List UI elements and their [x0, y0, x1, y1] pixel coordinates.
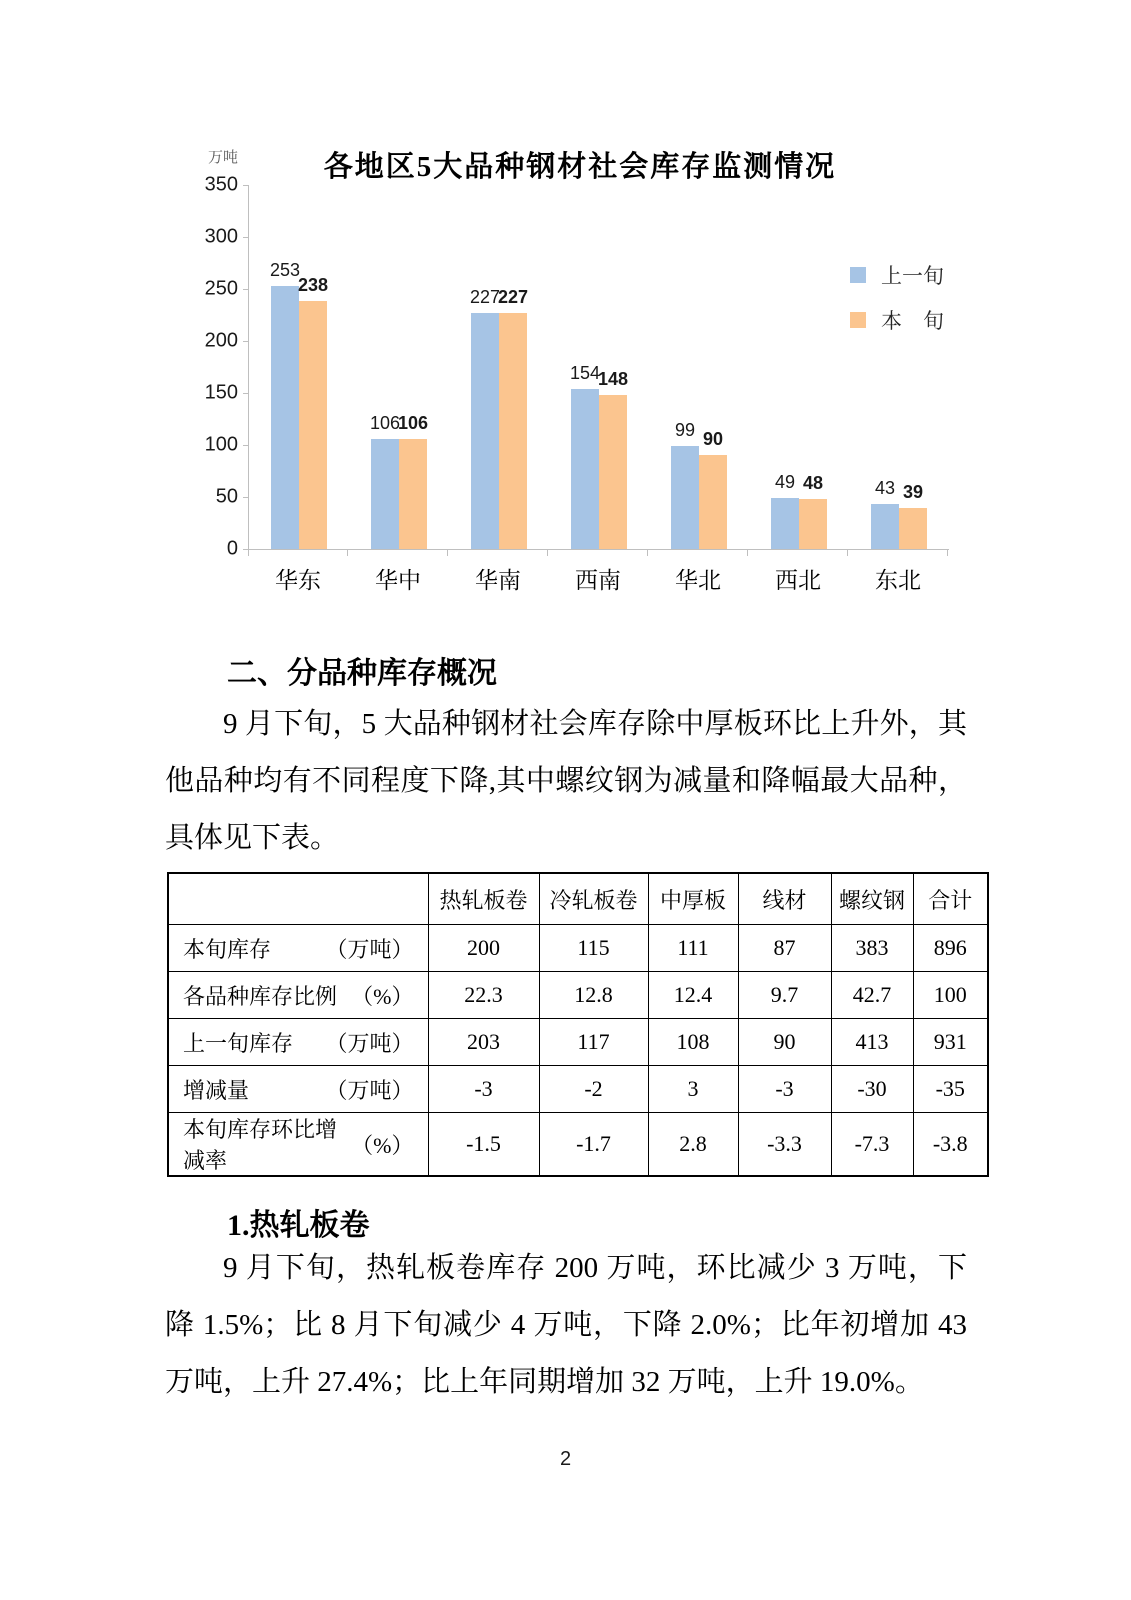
bar-column: [571, 185, 599, 549]
chart-plot: [248, 185, 949, 550]
row-label-cell: [168, 1113, 428, 1177]
bar-value-label: 238: [297, 275, 329, 296]
y-axis-tick-mark: [243, 185, 249, 186]
value-cell: -1.5: [428, 1113, 539, 1177]
bar: [671, 446, 699, 549]
table-row: [168, 972, 988, 1019]
y-tick-label: 100: [204, 433, 238, 456]
value-cell: 383: [831, 925, 913, 972]
row-label-wrap: [169, 933, 428, 964]
bar-value-label: 49: [774, 472, 796, 493]
bar-slot: [249, 185, 349, 549]
value-cell: 117: [539, 1019, 648, 1066]
legend-item: [850, 305, 944, 335]
value-cell: -7.3: [831, 1113, 913, 1177]
row-label-cell: [168, 1066, 428, 1113]
legend-swatch: [850, 267, 866, 283]
bar-value-label: 43: [874, 478, 896, 499]
category-label: 华中: [375, 568, 421, 593]
x-axis-tick-cell: [848, 550, 948, 556]
value-cell: 22.3: [428, 972, 539, 1019]
value-cell: 42.7: [831, 972, 913, 1019]
bar: [471, 313, 499, 549]
bar-value-label: 227: [469, 286, 501, 307]
table-header-cell: 螺纹钢: [831, 873, 913, 925]
legend-item: [850, 260, 944, 290]
bar-value-label: 253: [269, 259, 301, 280]
y-axis-tick-mark: [243, 445, 249, 446]
x-axis-category-row: [248, 562, 948, 595]
bar-value-label: 39: [902, 482, 924, 503]
value-cell: 203: [428, 1019, 539, 1066]
table-header-cell: 中厚板: [648, 873, 738, 925]
row-label: 本旬库存: [183, 936, 272, 962]
category-label: 华南: [475, 568, 521, 593]
table-row: [168, 1019, 988, 1066]
row-unit: （万吨）: [325, 1030, 414, 1056]
y-tick-label: 50: [215, 485, 238, 508]
table-row: [168, 925, 988, 972]
value-cell: 100: [913, 972, 988, 1019]
bar: [799, 499, 827, 549]
x-axis-tick-cell: [348, 550, 448, 556]
bar-column: [671, 185, 699, 549]
bar: [499, 313, 527, 549]
bar: [899, 508, 927, 549]
row-label-wrap: [169, 980, 428, 1011]
table-header-row: [168, 873, 988, 925]
category-label: 华东: [275, 568, 321, 593]
y-tick-label: 350: [204, 173, 238, 196]
bar-value-label: 154: [569, 362, 601, 383]
value-cell: -35: [913, 1066, 988, 1113]
value-cell: 12.4: [648, 972, 738, 1019]
value-cell: 200: [428, 925, 539, 972]
bar-value-label: 106: [397, 412, 429, 433]
x-axis-tick-cell: [548, 550, 648, 556]
row-unit: （万吨）: [325, 1077, 414, 1103]
bar: [871, 504, 899, 549]
bar-slot: [849, 185, 949, 549]
section-heading-overview: 二、分品种库存概况: [227, 657, 497, 690]
bar-value-label: 48: [802, 473, 824, 494]
chart-legend: [850, 260, 944, 350]
y-axis-tick-mark: [243, 237, 249, 238]
bar-column: [299, 185, 327, 549]
row-label-cell: [168, 972, 428, 1019]
value-cell: 115: [539, 925, 648, 972]
bar-column: [799, 185, 827, 549]
bar-value-label: 99: [674, 420, 696, 441]
chart-title: 各地区5大品种钢材社会库存监测情况: [323, 151, 837, 183]
row-label-wrap: [169, 1113, 428, 1175]
bar: [599, 395, 627, 549]
row-label: 增减量: [183, 1077, 250, 1103]
category-label: 西南: [575, 568, 621, 593]
bar-column: [771, 185, 799, 549]
row-unit: （%）: [351, 1132, 414, 1158]
legend-label: 上一旬: [881, 264, 944, 288]
legend-label: 本 旬: [881, 309, 944, 333]
row-label-cell: [168, 1019, 428, 1066]
table-header-cell: 合计: [913, 873, 988, 925]
hot-rolled-paragraph: 9 月下旬，热轧板卷库存 200 万吨，环比减少 3 万吨，下降 1.5%；比 8 月下旬减少 4 万吨，下降 2.0%；比年初增加 43 万吨，上升 27.4%；比上年同期增加 32 万吨，上升 19.0%。: [165, 1252, 967, 1398]
row-unit: （%）: [351, 983, 414, 1009]
y-axis-tick-mark: [243, 341, 249, 342]
value-cell: -3.8: [913, 1113, 988, 1177]
bar-value-label: 90: [702, 429, 724, 450]
value-cell: 413: [831, 1019, 913, 1066]
table-header-cell: [168, 873, 428, 925]
x-axis-tick-row: [248, 550, 948, 556]
value-cell: -3.3: [738, 1113, 831, 1177]
category-label: 东北: [875, 568, 921, 593]
bar-slot: [449, 185, 549, 549]
value-cell: -1.7: [539, 1113, 648, 1177]
overview-paragraph: 9 月下旬，5 大品种钢材社会库存除中厚板环比上升外，其他品种均有不同程度下降,其中螺纹钢为减量和降幅最大品种，具体见下表。: [165, 708, 967, 854]
table-row: [168, 1066, 988, 1113]
row-label-cell: [168, 925, 428, 972]
bar: [771, 498, 799, 549]
bar-value-label: 148: [597, 369, 629, 390]
row-label: 本旬库存环比增减率: [183, 1117, 338, 1173]
value-cell: 896: [913, 925, 988, 972]
bar: [371, 439, 399, 549]
y-axis-tick-mark: [243, 393, 249, 394]
bar-slot: [649, 185, 749, 549]
row-label: 上一旬库存: [183, 1030, 294, 1056]
x-axis-tick-cell: [248, 550, 348, 556]
value-cell: -3: [428, 1066, 539, 1113]
page-number: 2: [559, 1448, 572, 1470]
value-cell: -2: [539, 1066, 648, 1113]
bar-value-label: 106: [369, 412, 401, 433]
value-cell: 3: [648, 1066, 738, 1113]
row-label: 各品种库存比例: [183, 983, 338, 1009]
value-cell: 12.8: [539, 972, 648, 1019]
value-cell: 111: [648, 925, 738, 972]
table-header-cell: 热轧板卷: [428, 873, 539, 925]
bar-column: [871, 185, 899, 549]
bar-column: [399, 185, 427, 549]
y-tick-label: 0: [226, 537, 238, 560]
section-heading-hot-rolled: 1.热轧板卷: [227, 1209, 370, 1242]
bar: [399, 439, 427, 549]
value-cell: 90: [738, 1019, 831, 1066]
value-cell: 87: [738, 925, 831, 972]
category-label: 华北: [675, 568, 721, 593]
y-tick-label: 300: [204, 225, 238, 248]
bar-slot: [349, 185, 449, 549]
y-tick-label: 150: [204, 381, 238, 404]
table-row: [168, 1113, 988, 1177]
y-axis-tick-mark: [243, 497, 249, 498]
bar-column: [699, 185, 727, 549]
bar: [699, 455, 727, 549]
y-tick-label: 200: [204, 329, 238, 352]
row-unit: （万吨）: [325, 936, 414, 962]
x-axis-tick-cell: [648, 550, 748, 556]
table-header-cell: 线材: [738, 873, 831, 925]
y-axis-unit-label: 万吨: [208, 150, 239, 166]
value-cell: 2.8: [648, 1113, 738, 1177]
table-header-cell: 冷轧板卷: [539, 873, 648, 925]
x-axis-tick-cell: [748, 550, 848, 556]
value-cell: -3: [738, 1066, 831, 1113]
bar-column: [371, 185, 399, 549]
regional-inventory-chart: [200, 138, 960, 608]
bar: [571, 389, 599, 549]
bar-column: [471, 185, 499, 549]
x-axis-tick-cell: [448, 550, 548, 556]
bar-column: [599, 185, 627, 549]
y-axis-tick-mark: [243, 289, 249, 290]
inventory-table: [167, 872, 989, 1177]
value-cell: 931: [913, 1019, 988, 1066]
bar-slot: [749, 185, 849, 549]
bar-slot: [549, 185, 649, 549]
bar: [271, 286, 299, 549]
value-cell: 108: [648, 1019, 738, 1066]
row-label-wrap: [169, 1074, 428, 1105]
y-tick-label: 250: [204, 277, 238, 300]
chart-y-axis: [200, 138, 242, 608]
value-cell: 9.7: [738, 972, 831, 1019]
bar-column: [499, 185, 527, 549]
bar-column: [271, 185, 299, 549]
value-cell: -30: [831, 1066, 913, 1113]
legend-swatch: [850, 312, 866, 328]
bar: [299, 301, 327, 549]
row-label-wrap: [169, 1027, 428, 1058]
bar-value-label: 227: [497, 286, 529, 307]
bar-column: [899, 185, 927, 549]
category-label: 西北: [775, 568, 821, 593]
